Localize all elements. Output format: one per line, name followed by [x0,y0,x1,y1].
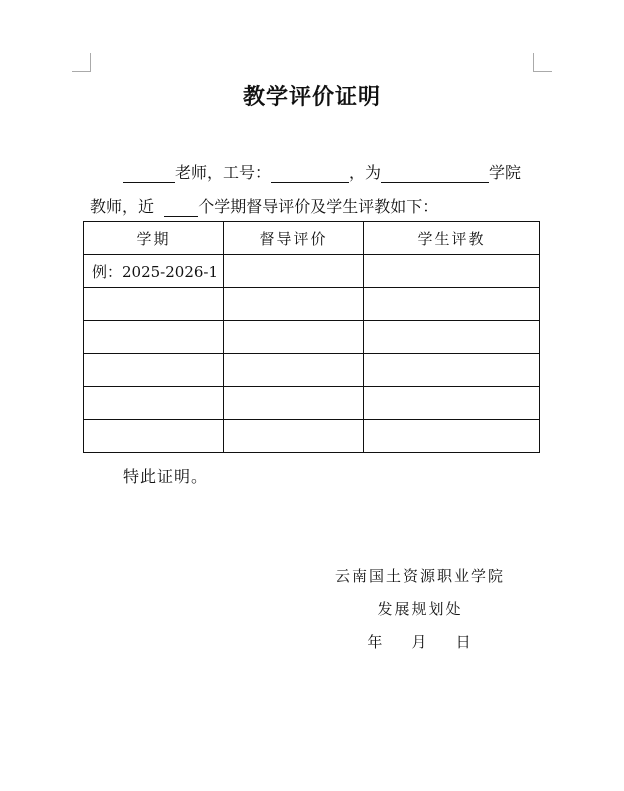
header-student-evaluation: 学生评教 [364,222,540,255]
signature-institution: 云南国土资源职业学院 [334,567,505,585]
table-cell[interactable] [84,387,224,420]
page-corner-mark-top-right [533,53,552,72]
header-supervisor-evaluation: 督导评价 [224,222,364,255]
table-cell[interactable] [224,321,364,354]
teacher-prefix-text: 教师，近 [90,197,155,216]
table-cell[interactable] [224,387,364,420]
table-cell[interactable] [84,354,224,387]
table-row [84,255,540,288]
signature-department: 发展规划处 [377,600,463,618]
college-name-blank[interactable] [381,165,489,183]
table-cell[interactable] [364,387,540,420]
table-cell[interactable] [224,255,364,288]
table-cell[interactable] [364,288,540,321]
intro-line-1 [123,160,521,183]
header-semester: 学期 [84,222,224,255]
intro-line-2 [90,194,438,217]
certify-text: 特此证明。 [123,467,209,486]
table-row [84,321,540,354]
table-row [84,387,540,420]
employee-id-blank[interactable] [271,165,349,183]
table-header-row [84,222,540,255]
table-cell[interactable] [364,420,540,453]
page-corner-mark-top-left [72,53,91,72]
evaluation-table [83,221,540,453]
table-cell[interactable] [84,288,224,321]
table-cell[interactable] [364,321,540,354]
table-cell[interactable] [84,321,224,354]
teacher-name-blank[interactable] [123,165,175,183]
semester-count-blank[interactable] [164,199,198,217]
table-row [84,354,540,387]
document-title: 教学评价证明 [242,85,381,110]
table-cell[interactable] [224,354,364,387]
for-text: ，为 [349,163,382,182]
table-cell[interactable] [364,255,540,288]
table-cell[interactable] [84,420,224,453]
teacher-suffix-text: 老师，工号： [175,163,272,182]
example-semester-cell[interactable]: 例：2025-2026-1 [84,255,224,288]
table-cell[interactable] [224,288,364,321]
table-cell[interactable] [364,354,540,387]
college-suffix-text: 学院 [489,163,522,182]
table-row [84,288,540,321]
signature-date: 年 月 日 [367,633,473,651]
evaluation-suffix-text: 个学期督导评价及学生评教如下： [198,197,439,216]
table-cell[interactable] [224,420,364,453]
table-row [84,420,540,453]
